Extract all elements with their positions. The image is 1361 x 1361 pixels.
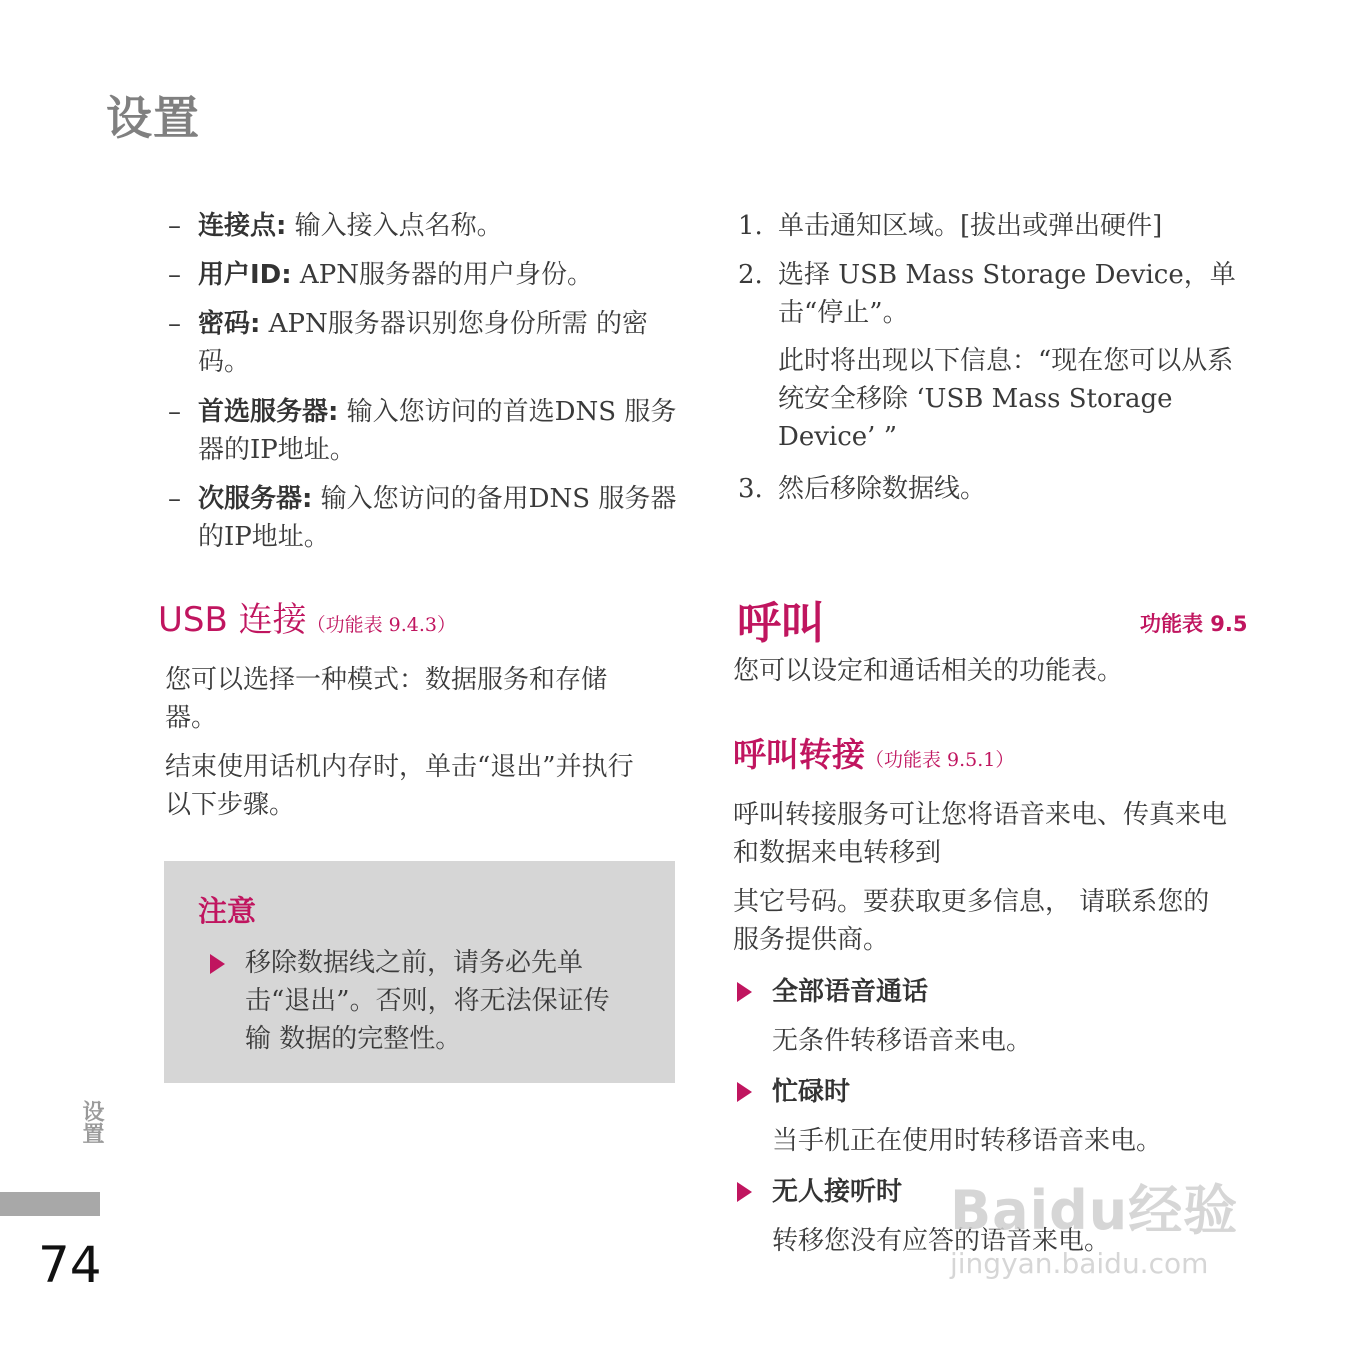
dash-marker: –	[168, 484, 181, 514]
divert-heading-text: 呼叫转接	[733, 735, 865, 774]
term-label: 密码:	[198, 309, 261, 339]
list-item	[168, 207, 678, 245]
list-item	[168, 305, 678, 381]
dash-marker: –	[168, 211, 181, 241]
step-text: 单击通知区域。[拔出或弹出硬件]	[778, 211, 1163, 241]
step-text: 选择 USB Mass Storage Device，单击“停止”。	[778, 260, 1236, 328]
call-menu-ref: 功能表 9.5	[1140, 612, 1248, 636]
dash-marker: –	[168, 397, 181, 427]
triangle-bullet-icon	[737, 1182, 752, 1202]
option-desc: 转移您没有应答的语音来电。	[772, 1226, 1111, 1256]
side-tab-label: 设置	[79, 1100, 104, 1144]
term-description: 输入您访问的首选DNS 服务器的IP地址。	[198, 397, 677, 465]
divert-paragraph-1: 呼叫转接服务可让您将语音来电、传真来电和数据来电转移到	[733, 800, 1228, 868]
divert-menu-ref: （功能表 9.5.1）	[865, 749, 1015, 771]
usb-paragraph-2: 结束使用话机内存时，单击“退出”并执行以下步骤。	[165, 752, 634, 820]
note-title: 注意	[198, 894, 257, 928]
step-text: 然后移除数据线。	[778, 474, 987, 504]
watermark	[950, 1168, 1238, 1280]
watermark-url: jingyan.baidu.com	[950, 1247, 1209, 1280]
triangle-bullet-icon	[737, 1082, 752, 1102]
triangle-bullet-icon	[737, 982, 752, 1002]
step-number: 2.	[738, 260, 763, 290]
dash-marker: –	[168, 260, 181, 290]
note-box	[164, 861, 675, 1083]
list-item	[168, 256, 678, 294]
term-label: 连接点:	[198, 211, 287, 241]
term-description: APN服务器的用户身份。	[291, 260, 593, 290]
term-description: 输入您访问的备用DNS 服务器的IP地址。	[198, 484, 677, 552]
divert-paragraph-2: 其它号码。要获取更多信息， 请联系您的服务提供商。	[733, 887, 1210, 955]
usb-heading-text: USB 连接	[158, 600, 307, 640]
triangle-bullet-icon	[210, 954, 225, 974]
dash-marker: –	[168, 309, 181, 339]
term-label: 用户ID:	[198, 260, 292, 290]
option-desc: 当手机正在使用时转移语音来电。	[772, 1126, 1163, 1156]
term-label: 首选服务器:	[198, 397, 339, 427]
side-tab-bar	[0, 1192, 100, 1216]
page-number: 74	[38, 1236, 102, 1294]
step-number: 3.	[738, 474, 763, 504]
step-text: 此时将出现以下信息：“现在您可以从系统安全移除 ‘USB Mass Storage Device’ ”	[778, 346, 1234, 452]
term-description: APN服务器识别您身份所需 的密码。	[198, 309, 648, 377]
call-heading: 呼叫	[737, 598, 825, 649]
step-number: 1.	[738, 211, 763, 241]
call-intro: 您可以设定和通话相关的功能表。	[733, 656, 1124, 686]
step-item	[738, 470, 1238, 508]
divert-section-heading	[733, 729, 1014, 776]
list-item	[168, 393, 678, 469]
option-desc: 无条件转移语音来电。	[772, 1026, 1033, 1056]
note-text: 移除数据线之前，请务必先单击“退出”。否则，将无法保证传输 数据的完整性。	[245, 948, 610, 1054]
usb-menu-ref: （功能表 9.4.3）	[306, 614, 456, 636]
step-item	[738, 256, 1238, 332]
watermark-brand: Baidu经验	[950, 1179, 1239, 1242]
option-title: 全部语音通话	[772, 977, 929, 1007]
step-item	[738, 342, 1238, 456]
step-item	[738, 207, 1238, 245]
term-description: 输入接入点名称。	[286, 211, 503, 241]
term-label: 次服务器:	[198, 484, 313, 514]
option-title: 忙碌时	[772, 1077, 851, 1107]
usb-paragraph-1: 您可以选择一种模式：数据服务和存储器。	[165, 665, 608, 733]
option-title: 无人接听时	[772, 1177, 903, 1207]
page-title: 设置	[106, 91, 200, 145]
list-item	[168, 480, 678, 556]
usb-section-heading	[158, 592, 456, 641]
